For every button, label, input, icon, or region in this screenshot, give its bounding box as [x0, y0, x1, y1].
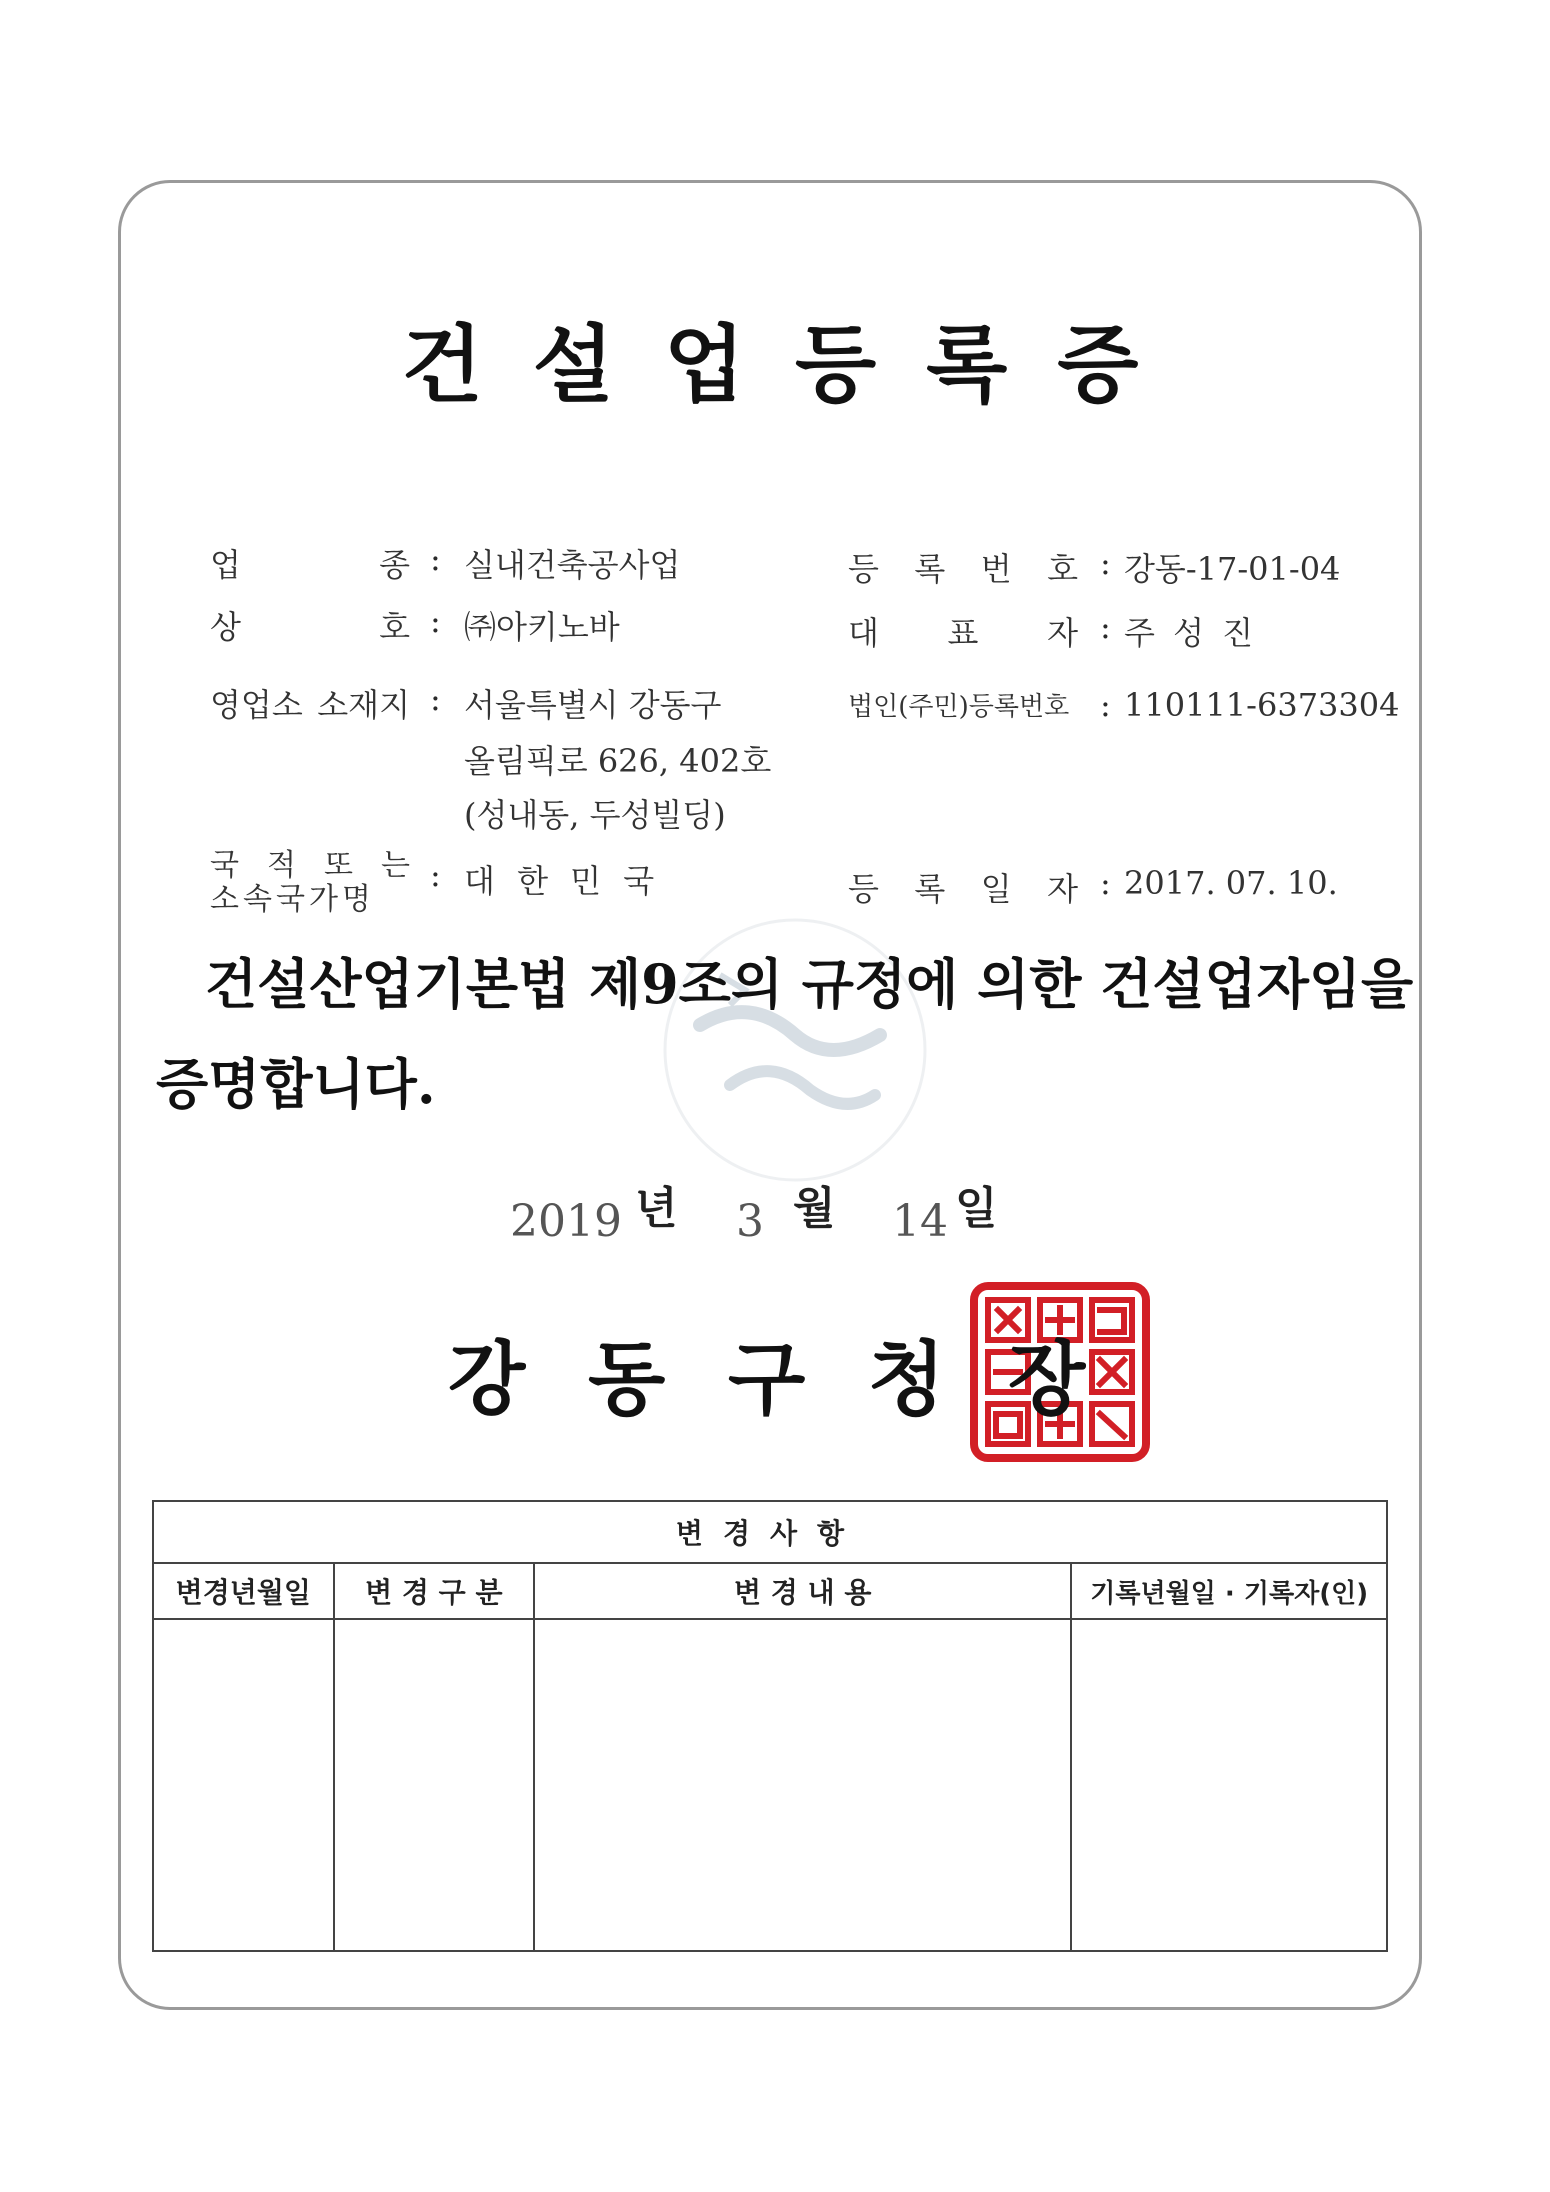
- issue-year: 2019: [510, 1196, 622, 1247]
- issue-month: 3: [736, 1196, 764, 1247]
- colon: :: [1100, 608, 1111, 646]
- statement-line1: 건설산업기본법 제9조의 규정에 의한 건설업자임을: [205, 952, 1414, 1016]
- office-location-line3: (성내동, 두성빌딩): [464, 796, 726, 834]
- registration-no-label: 등 록 번 호: [848, 550, 1078, 588]
- issue-month-unit: 월: [793, 1183, 836, 1234]
- registration-no-value: 강동-17-01-04: [1124, 550, 1341, 588]
- business-type-value: 실내건축공사업: [464, 546, 681, 584]
- nationality-value: 대 한 민 국: [464, 862, 661, 900]
- table-cell: [153, 1619, 334, 1951]
- table-cell: [534, 1619, 1071, 1951]
- colon: :: [1100, 686, 1111, 724]
- colon: :: [430, 540, 441, 578]
- colon: :: [430, 856, 441, 894]
- nationality-label-line2: 소속국가명: [210, 882, 375, 917]
- issue-day-unit: 일: [955, 1183, 998, 1234]
- issuer-char-5: 장: [1008, 1332, 1086, 1426]
- trade-name-value: ㈜아키노바: [464, 608, 620, 646]
- table-cell: [1071, 1619, 1387, 1951]
- column-change-type: 변 경 구 분: [334, 1563, 534, 1619]
- registration-date-value: 2017. 07. 10.: [1124, 864, 1338, 902]
- changes-table-title: 변경사항: [153, 1501, 1387, 1563]
- issuer-char-1: 강: [448, 1332, 526, 1426]
- business-type-label: 업 종: [210, 546, 410, 584]
- representative-value: 주 성 진: [1124, 614, 1258, 652]
- issuer-char-3: 구: [728, 1332, 806, 1426]
- colon: :: [1100, 544, 1111, 582]
- column-record-date-recorder: 기록년월일 · 기록자(인): [1071, 1563, 1387, 1619]
- corp-no-value: 110111-6373304: [1124, 686, 1400, 724]
- representative-label: 대 표 자: [848, 614, 1078, 652]
- column-change-date: 변경년월일: [153, 1563, 334, 1619]
- corp-no-label: 법인(주민)등록번호: [848, 692, 1070, 722]
- colon: :: [430, 680, 441, 718]
- statement-line2: 증명합니다.: [156, 1052, 436, 1116]
- office-location-line1: 서울특별시 강동구: [464, 686, 722, 724]
- office-location-label: 영업소 소재지: [210, 686, 410, 724]
- document-title: 건설업등록증: [401, 315, 1189, 414]
- issue-day: 14: [892, 1196, 948, 1247]
- issuer-char-4: 청: [868, 1332, 946, 1426]
- changes-table: [152, 1500, 1388, 1952]
- issuer-char-2: 동: [588, 1332, 666, 1426]
- issue-year-unit: 년: [635, 1183, 678, 1234]
- nationality-label-line1: 국 적 또 는: [210, 848, 410, 883]
- colon: :: [1100, 864, 1111, 902]
- office-location-line2: 올림픽로 626, 402호: [464, 742, 772, 780]
- table-cell: [334, 1619, 534, 1951]
- colon: :: [430, 602, 441, 640]
- registration-date-label: 등 록 일 자: [848, 870, 1078, 908]
- trade-name-label: 상 호: [210, 608, 410, 646]
- column-change-content: 변 경 내 용: [534, 1563, 1071, 1619]
